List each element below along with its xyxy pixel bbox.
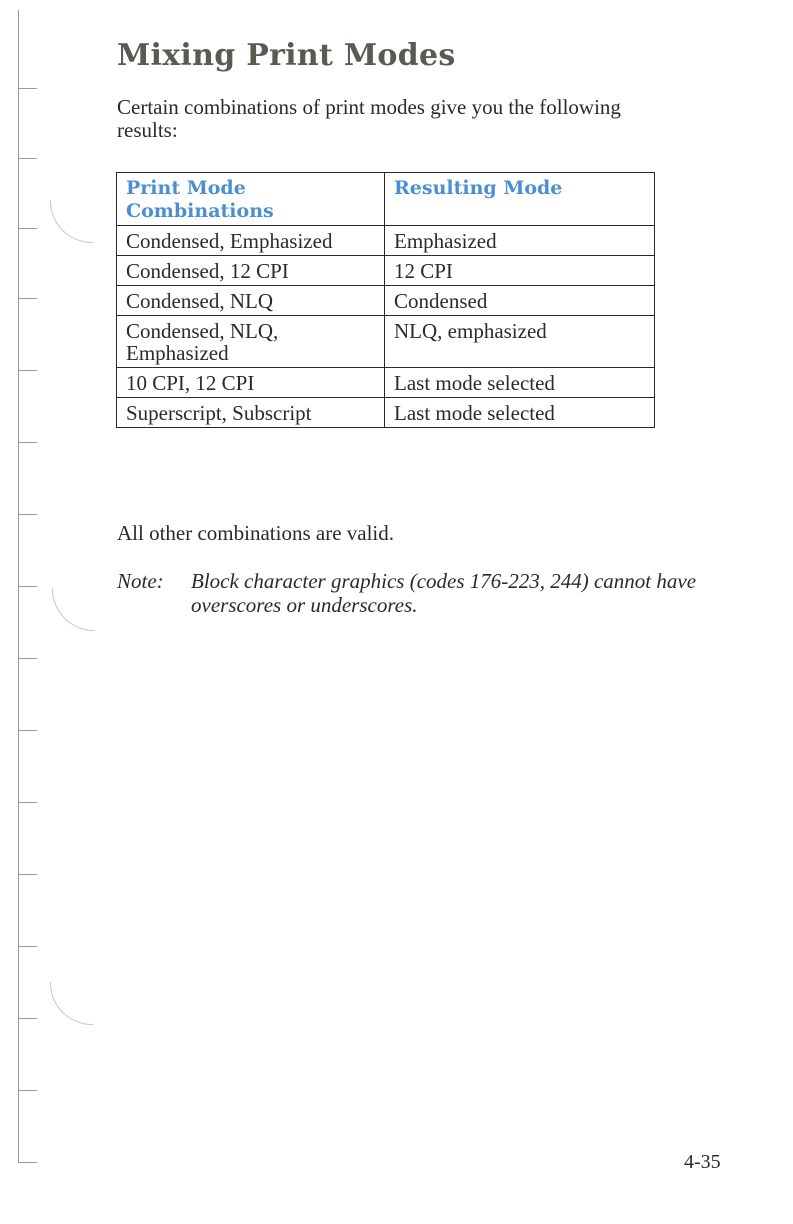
table-header-row — [117, 173, 655, 226]
combination-cell: Condensed, NLQ, Emphasized — [117, 316, 385, 368]
binding-mark — [18, 940, 37, 1019]
hole-shadow — [50, 200, 93, 243]
note-label: Note: — [117, 569, 164, 593]
binding-mark — [18, 292, 37, 371]
binding-mark — [18, 364, 37, 443]
combination-cell: Condensed, Emphasized — [117, 226, 385, 256]
combination-cell: 10 CPI, 12 CPI — [117, 368, 385, 398]
table-row — [117, 368, 655, 398]
combination-cell: Superscript, Subscript — [117, 398, 385, 428]
result-cell: NLQ, emphasized — [385, 316, 655, 368]
result-cell: Last mode selected — [385, 368, 655, 398]
binding-mark — [18, 652, 37, 731]
binding-mark — [18, 80, 37, 159]
binding-mark — [18, 1012, 37, 1091]
binding-mark — [18, 724, 37, 803]
table-row — [117, 316, 655, 368]
table-row — [117, 286, 655, 316]
header-combinations: Print Mode Combinations — [117, 173, 385, 226]
validity-note: All other combinations are valid. — [117, 521, 395, 545]
header-resulting-mode: Resulting Mode — [385, 173, 655, 226]
hole-shadow — [52, 588, 95, 631]
hole-shadow — [50, 982, 93, 1025]
result-cell: Emphasized — [385, 226, 655, 256]
table-row — [117, 256, 655, 286]
result-cell: 12 CPI — [385, 256, 655, 286]
page-number: 4-35 — [684, 1151, 721, 1173]
binding-mark — [18, 580, 37, 659]
note-text: Block character graphics (codes 176-223, 244) cannot have overscores or underscores. — [191, 569, 697, 617]
result-cell: Condensed — [385, 286, 655, 316]
table-row — [117, 226, 655, 256]
table-row — [117, 398, 655, 428]
binding-mark — [18, 796, 37, 875]
combination-cell: Condensed, NLQ — [117, 286, 385, 316]
binding-mark — [18, 10, 37, 89]
binding-mark — [18, 220, 37, 299]
binding-mark — [18, 150, 37, 229]
binding-mark — [18, 508, 37, 587]
binding-mark — [18, 868, 37, 947]
intro-paragraph: Certain combinations of print modes give you the following results: — [117, 95, 621, 142]
print-mode-table — [116, 172, 655, 428]
result-cell: Last mode selected — [385, 398, 655, 428]
binding-mark — [18, 1084, 37, 1163]
binding-mark — [18, 436, 37, 515]
page-title: Mixing Print Modes — [117, 38, 456, 73]
combination-cell: Condensed, 12 CPI — [117, 256, 385, 286]
